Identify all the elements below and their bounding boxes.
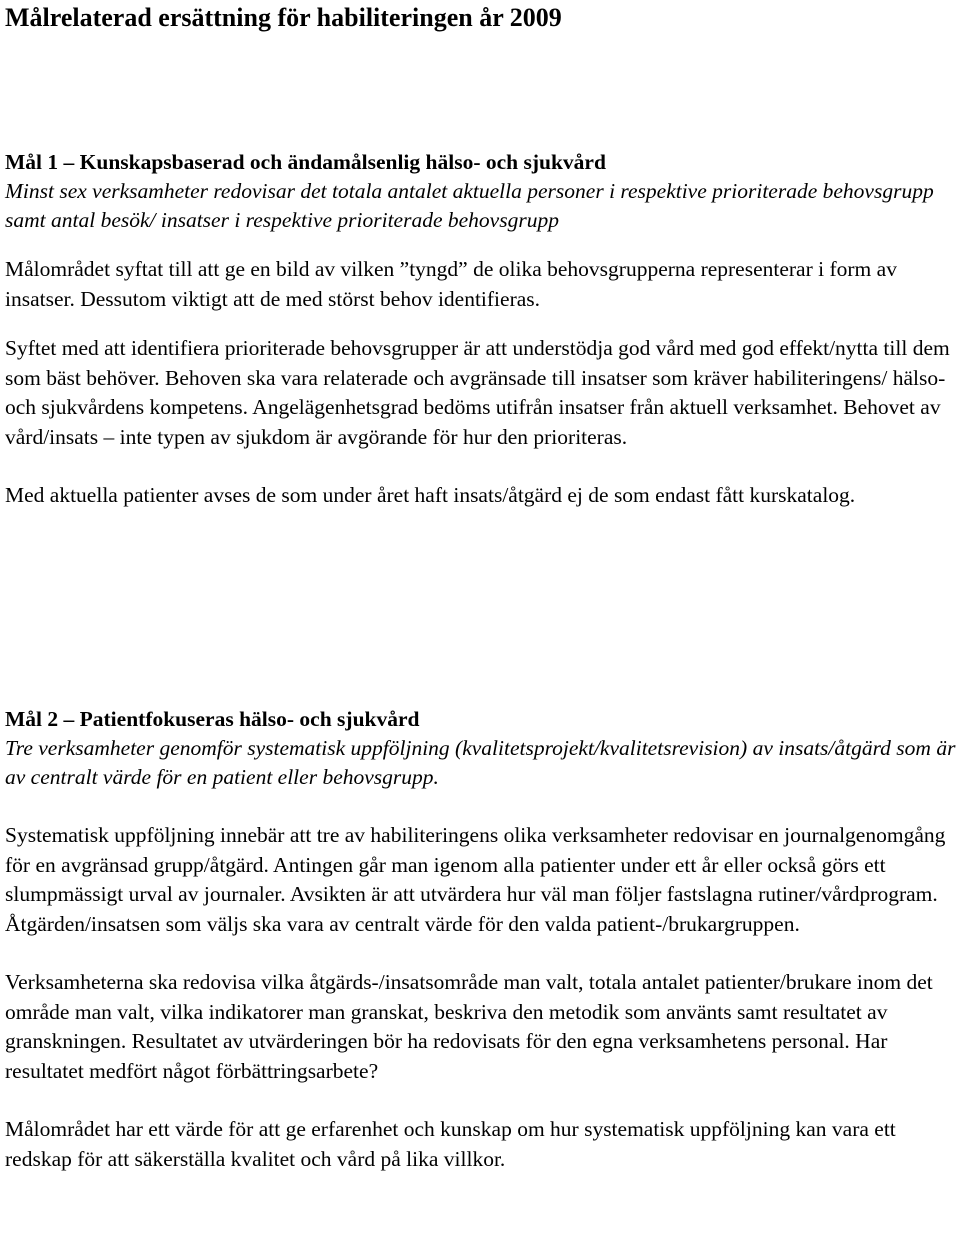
goal-1-heading: Mål 1 – Kunskapsbaserad och ändamålsenlig hälso- och sjukvård: [5, 150, 606, 174]
goal-2-section: [5, 705, 960, 1174]
goal-1-goal-text: Minst sex verksamheter redovisar det totala antalet aktuella personer i respektive prioriterade behovsgrupp samt antal besök/ insatser i respektive prioriterade behovsgrupp: [5, 179, 934, 232]
goal-1-paragraph-3: Med aktuella patienter avses de som under året haft insats/åtgärd ej de som endast fått kurskatalog.: [5, 483, 856, 507]
goal-2-paragraph-2: Verksamheterna ska redovisa vilka åtgärds-/insatsområde man valt, totala antalet patienter/brukare inom det område man valt, vilka indikatorer man granskat, beskriva den metodik som använts samt resultatet av granskningen. Resultatet av utvärderingen bör ha redovisats för den egna verksamhetens personal. Har resultatet medfört något förbättringsarbete?: [5, 970, 933, 1083]
goal-2-paragraph-3: Målområdet har ett värde för att ge erfarenhet och kunskap om hur systematisk uppföljning kan vara ett redskap för att säkerställa kvalitet och vård på lika villkor.: [5, 1117, 896, 1171]
document-title: Målrelaterad ersättning för habiliteringen år 2009: [5, 3, 562, 32]
goal-2-goal-text: Tre verksamheter genomför systematisk uppföljning (kvalitetsprojekt/kvalitetsrevision) av insats/åtgärd som är av centralt värde för en patient eller behovsgrupp.: [5, 736, 956, 789]
goal-1-paragraph-1: Målområdet syftat till att ge en bild av vilken ”tyngd” de olika behovsgrupperna representerar i form av insatser. Dessutom viktigt att de med störst behov identifieras.: [5, 257, 897, 311]
goal-1-paragraph-2: Syftet med att identifiera prioriterade behovsgrupper är att understödja god vård med god effekt/nytta till dem som bäst behöver. Behoven ska vara relaterade och avgränsade till insatser som kräver habiliteringens/ hälso- och sjukvårdens kompetens. Angelägenhetsgrad bedöms utifrån insatser från aktuell verksamhet. Behovet av vård/insats – inte typen av sjukdom är avgörande för hur den prioriteras.: [5, 336, 950, 449]
goal-2-heading: Mål 2 – Patientfokuseras hälso- och sjukvård: [5, 707, 420, 731]
goal-1-section: [5, 148, 960, 511]
goal-2-paragraph-1: Systematisk uppföljning innebär att tre av habiliteringens olika verksamheter redovisar en journalgenomgång för en avgränsad grupp/åtgärd. Antingen går man igenom alla patienter under ett år eller också görs ett slumpmässigt urval av journaler. Avsikten är att utvärdera hur väl man följer fastslagna rutiner/vårdprogram. Åtgärden/insatsen som väljs ska vara av centralt värde för den valda patient-/brukargruppen.: [5, 823, 946, 936]
